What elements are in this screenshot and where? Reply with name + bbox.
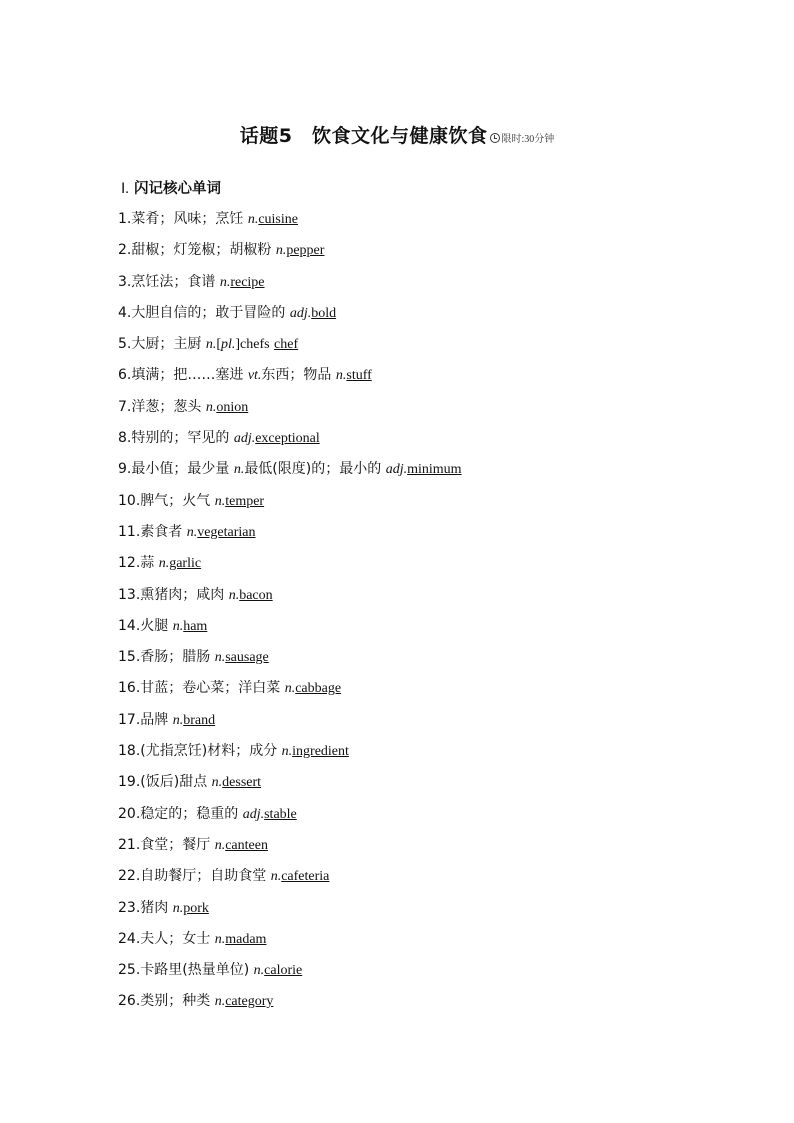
chinese-meaning: 大胆自信的；敢于冒险的: [131, 304, 286, 321]
chinese-meaning: 卡路里(热量单位): [140, 962, 250, 979]
list-item: [118, 490, 466, 521]
item-number: 11.: [118, 523, 141, 540]
list-item: [118, 865, 466, 896]
answer-word: pepper: [286, 243, 325, 259]
chinese-meaning: 甘蓝；卷心菜；洋白菜: [140, 680, 281, 697]
clock-icon: [490, 133, 500, 143]
answer-word: brand: [183, 712, 216, 728]
list-item: [118, 364, 466, 395]
list-item: [118, 521, 466, 552]
item-number: 10.: [118, 492, 141, 509]
part-of-speech: n.: [172, 900, 184, 916]
item-number: 6.: [118, 367, 132, 384]
chinese-meaning: 猪肉: [140, 899, 169, 916]
list-item: [118, 458, 466, 489]
item-number: 22.: [118, 868, 141, 885]
part-of-speech: n.: [284, 681, 296, 697]
part-of-speech-2: adj.: [385, 462, 408, 478]
item-number: 2.: [118, 242, 132, 259]
list-item: [118, 239, 466, 270]
part-of-speech: n.: [172, 618, 184, 634]
chinese-meaning: 素食者: [140, 523, 183, 540]
part-of-speech: adj.: [242, 806, 265, 822]
section-title: 闪记核心单词: [133, 181, 221, 197]
chinese-meaning: 香肠；腊肠: [140, 649, 211, 666]
answer-word: vegetarian: [197, 524, 256, 540]
list-item: [118, 646, 466, 677]
part-of-speech: n.: [205, 337, 217, 353]
item-number: 5.: [118, 336, 132, 353]
chinese-meaning: 菜肴；风味；烹饪: [131, 211, 244, 227]
chinese-meaning: 洋葱；葱头: [131, 398, 202, 415]
part-of-speech: n.: [253, 963, 265, 979]
plural-marker: pl.: [220, 337, 236, 353]
chinese-meaning: 夫人；女士: [140, 930, 211, 947]
answer-word: calorie: [264, 963, 303, 979]
chinese-meaning: 自助餐厅；自助食堂: [140, 868, 267, 885]
answer-word: cuisine: [258, 212, 298, 227]
answer-word: madam: [225, 931, 267, 947]
answer-word: category: [225, 994, 274, 1010]
part-of-speech: n.: [211, 775, 223, 791]
item-number: 26.: [118, 993, 141, 1010]
list-item: [118, 803, 466, 834]
plural-form: ]chefs: [235, 337, 270, 353]
part-of-speech: n.: [270, 869, 282, 885]
answer-word: stuff: [346, 368, 372, 384]
list-item: [118, 615, 466, 646]
list-item: [118, 740, 466, 771]
part-of-speech: n.: [158, 556, 170, 572]
item-number: 12.: [118, 555, 141, 572]
list-item: [118, 427, 466, 458]
part-of-speech: n.: [281, 744, 293, 760]
answer-word: cafeteria: [281, 869, 330, 885]
time-limit-label: 限时:30分钟: [501, 134, 555, 145]
item-number: 13.: [118, 586, 141, 603]
list-item: [118, 302, 466, 333]
item-number: 9.: [118, 461, 132, 478]
page-title: [0, 121, 794, 148]
answer-word: ingredient: [292, 744, 349, 760]
item-number: 7.: [118, 398, 132, 415]
list-item: [118, 771, 466, 802]
chinese-meaning: (尤指烹饪)材料；成分: [140, 743, 278, 760]
chinese-meaning-2: 最低(限度)的；最小的: [244, 461, 382, 478]
chinese-meaning: 火腿: [140, 617, 169, 634]
answer-word: bacon: [239, 587, 273, 603]
answer-word: minimum: [407, 462, 462, 478]
answer-word: canteen: [225, 837, 268, 853]
answer-word: recipe: [230, 274, 265, 290]
title-text: 话题5 饮食文化与健康饮食: [239, 125, 488, 147]
part-of-speech: adj.: [233, 431, 256, 447]
part-of-speech: n.: [172, 712, 184, 728]
answer-word: pork: [183, 900, 209, 916]
part-of-speech: n.: [214, 931, 226, 947]
list-item: [118, 584, 466, 615]
item-number: 21.: [118, 836, 141, 853]
list-item: [118, 271, 466, 302]
part-of-speech: n.: [214, 837, 226, 853]
item-number: 23.: [118, 899, 141, 916]
answer-word: bold: [311, 305, 337, 321]
chinese-meaning: (饭后)甜点: [140, 774, 208, 791]
answer-word: chef: [274, 337, 299, 353]
item-number: 1.: [118, 211, 132, 227]
item-number: 18.: [118, 743, 141, 760]
chinese-meaning: 最小值；最少量: [131, 461, 230, 478]
list-item: [118, 959, 466, 990]
list-item: [118, 677, 466, 708]
part-of-speech: n.: [233, 462, 245, 478]
time-limit: [490, 134, 554, 145]
plural-bracket-open: [: [216, 337, 221, 353]
item-number: 4.: [118, 304, 132, 321]
chinese-meaning: 特别的；罕见的: [131, 430, 230, 447]
part-of-speech: n.: [275, 243, 287, 259]
answer-word: garlic: [169, 556, 202, 572]
list-item: [118, 333, 466, 364]
part-of-speech-2: n.: [335, 368, 347, 384]
answer-word: ham: [183, 618, 208, 634]
chinese-meaning-2: 东西；物品: [261, 367, 332, 384]
chinese-meaning: 食堂；餐厅: [140, 836, 211, 853]
part-of-speech: adj.: [289, 305, 312, 321]
item-number: 17.: [118, 711, 141, 728]
chinese-meaning: 熏猪肉；咸肉: [140, 586, 225, 603]
list-item: [118, 396, 466, 427]
item-number: 19.: [118, 774, 141, 791]
list-item: [118, 552, 466, 583]
item-number: 3.: [118, 273, 132, 290]
chinese-meaning: 大厨；主厨: [131, 336, 202, 353]
list-item: [118, 834, 466, 865]
section-numeral: Ⅰ.: [121, 181, 129, 197]
part-of-speech: n.: [214, 650, 226, 666]
part-of-speech: vt.: [247, 368, 262, 384]
answer-word: stable: [264, 806, 297, 822]
item-number: 16.: [118, 680, 141, 697]
item-number: 25.: [118, 962, 141, 979]
part-of-speech: n.: [247, 212, 259, 227]
chinese-meaning: 烹饪法；食谱: [131, 273, 216, 290]
list-item: [118, 208, 466, 239]
part-of-speech: n.: [214, 994, 226, 1010]
part-of-speech: n.: [205, 399, 217, 415]
chinese-meaning: 品牌: [140, 711, 169, 728]
list-item: [118, 897, 466, 928]
item-number: 24.: [118, 930, 141, 947]
answer-word: onion: [216, 399, 249, 415]
list-item: [118, 709, 466, 740]
answer-word: exceptional: [255, 431, 320, 447]
part-of-speech: n.: [219, 274, 231, 290]
answer-word: cabbage: [295, 681, 342, 697]
part-of-speech: n.: [228, 587, 240, 603]
part-of-speech: n.: [214, 493, 226, 509]
list-item: [118, 990, 466, 1021]
chinese-meaning: 甜椒；灯笼椒；胡椒粉: [131, 242, 272, 259]
item-number: 14.: [118, 617, 141, 634]
item-number: 15.: [118, 649, 141, 666]
chinese-meaning: 蒜: [140, 555, 155, 572]
section-heading: [121, 177, 221, 198]
answer-word: dessert: [222, 775, 262, 791]
chinese-meaning: 脾气；火气: [140, 492, 211, 509]
vocab-list: [118, 208, 466, 1022]
list-item: [118, 928, 466, 959]
part-of-speech: n.: [186, 524, 198, 540]
chinese-meaning: 类别；种类: [140, 993, 211, 1010]
chinese-meaning: 填满；把……塞进: [131, 367, 244, 384]
item-number: 8.: [118, 430, 132, 447]
chinese-meaning: 稳定的；稳重的: [140, 805, 239, 822]
answer-word: temper: [225, 493, 265, 509]
item-number: 20.: [118, 805, 141, 822]
answer-word: sausage: [225, 650, 269, 666]
